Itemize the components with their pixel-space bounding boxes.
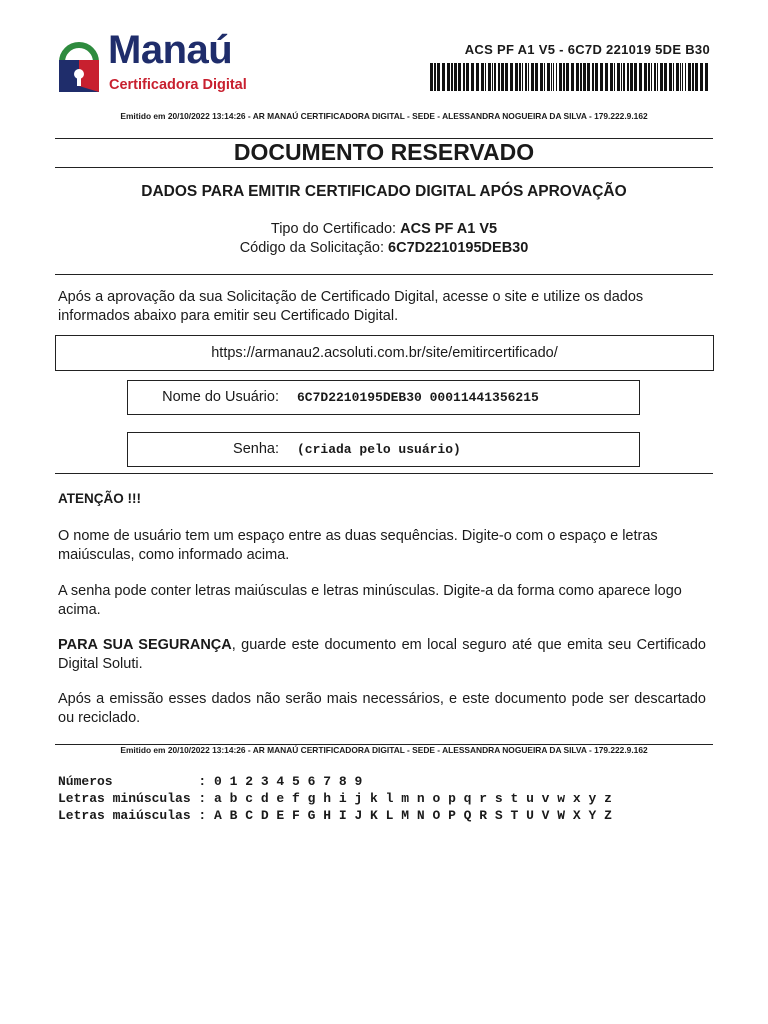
attention-p3 xyxy=(58,636,706,674)
barcode-bar xyxy=(434,63,436,91)
character-reference xyxy=(58,773,612,824)
barcode-bar xyxy=(551,63,552,91)
divider xyxy=(55,274,713,275)
barcode-bar xyxy=(639,63,642,91)
url-box[interactable] xyxy=(55,335,714,371)
barcode-bar xyxy=(614,63,615,91)
subtitle: DADOS PARA EMITIR CERTIFICADO DIGITAL APÓS APROVAÇÃO xyxy=(141,183,627,200)
barcode-bar xyxy=(531,63,534,91)
barcode-bar xyxy=(566,63,569,91)
divider xyxy=(55,473,713,474)
numbers-row: Números : 0 1 2 3 4 5 6 7 8 9 xyxy=(58,774,363,789)
barcode-bar xyxy=(580,63,582,91)
barcode-bar xyxy=(660,63,663,91)
barcode-bar xyxy=(519,63,521,91)
barcode-bar xyxy=(553,63,554,91)
barcode-bar xyxy=(695,63,698,91)
barcode-bar xyxy=(540,63,543,91)
password-value: (criada pelo usuário) xyxy=(297,442,461,457)
barcode-bar xyxy=(600,63,603,91)
barcode-bar xyxy=(587,63,590,91)
emitido-line-footer: Emitido em 20/10/2022 13:14:26 - AR MANAÚ CERTIFICADORA DIGITAL - SEDE - ALESSANDRA NOGUEIRA DA SILVA - 179.222.9.162 xyxy=(120,745,648,755)
barcode-bar xyxy=(458,63,461,91)
attention-p1: O nome de usuário tem um espaço entre as duas sequências. Digite-o com o espaço e letras maiúsculas, como informado acima. xyxy=(58,528,658,563)
barcode-bar xyxy=(692,63,694,91)
tipo-value: ACS PF A1 V5 xyxy=(400,221,498,237)
username-label: Nome do Usuário: xyxy=(162,389,279,405)
barcode-bar xyxy=(492,63,493,91)
barcode-bar xyxy=(454,63,457,91)
barcode-bar xyxy=(654,63,656,91)
barcode-bar xyxy=(488,63,491,91)
barcode-bar xyxy=(644,63,647,91)
barcode-bar xyxy=(494,63,496,91)
barcode-bar xyxy=(648,63,650,91)
barcode-bar xyxy=(463,63,465,91)
barcode-bar xyxy=(571,63,574,91)
attention-p2: A senha pode conter letras maiúsculas e letras minúsculas. Digite-a da forma como aparece logo acima. xyxy=(58,583,682,618)
page-title: DOCUMENTO RESERVADO xyxy=(233,139,535,165)
emitido-line-header: Emitido em 20/10/2022 13:14:26 - AR MANAÚ CERTIFICADORA DIGITAL - SEDE - ALESSANDRA NOGUEIRA DA SILVA - 179.222.9.162 xyxy=(120,111,648,121)
divider xyxy=(55,167,713,168)
barcode-bar xyxy=(623,63,625,91)
barcode-bar xyxy=(556,63,557,91)
barcode-bar xyxy=(515,63,518,91)
barcode-bar xyxy=(471,63,474,91)
certificate-code: ACS PF A1 V5 - 6C7D 221019 5DE B30 xyxy=(464,42,710,57)
barcode-bar xyxy=(700,63,703,91)
barcode-bar xyxy=(528,63,529,91)
barcode-bar xyxy=(485,63,486,91)
barcode-bar xyxy=(634,63,637,91)
barcode-bar xyxy=(522,63,523,91)
barcode-bar xyxy=(583,63,586,91)
barcode-bar xyxy=(447,63,450,91)
barcode-bar xyxy=(676,63,679,91)
barcode-bar xyxy=(559,63,562,91)
barcode-bar xyxy=(664,63,667,91)
barcode-bar xyxy=(610,63,613,91)
barcode-bar xyxy=(673,63,674,91)
intro-paragraph: Após a aprovação da sua Solicitação de Certificado Digital, acesse o site e utilize os dados informados abaixo para emitir seu Certificado Digital. xyxy=(58,289,644,324)
barcode-bar xyxy=(510,63,513,91)
security-bold: PARA SUA SEGURANÇA xyxy=(58,637,232,653)
barcode-bar xyxy=(525,63,527,91)
codigo-value: 6C7D2210195DEB30 xyxy=(388,240,529,256)
barcode-bar xyxy=(680,63,681,91)
barcode-bar xyxy=(688,63,691,91)
barcode-bar xyxy=(451,63,453,91)
barcode-bar xyxy=(481,63,484,91)
barcode-bar xyxy=(595,63,598,91)
uppercase-row: Letras maiúsculas : A B C D E F G H I J K L M N O P Q R S T U V W X Y Z xyxy=(58,808,612,823)
tipo-certificado xyxy=(0,221,768,237)
url-link[interactable]: https://armanau2.acsoluti.com.br/site/emitircertificado/ xyxy=(211,345,558,361)
password-label: Senha: xyxy=(233,441,279,457)
barcode-bar xyxy=(685,63,686,91)
username-box xyxy=(127,380,640,415)
barcode-bar xyxy=(669,63,672,91)
barcode-bar xyxy=(547,63,550,91)
security-text: , guarde este documento em local seguro até que emita seu Certificado Digital Soluti. xyxy=(58,637,706,672)
barcode-bar xyxy=(501,63,504,91)
barcode-bar xyxy=(592,63,594,91)
logo-icon xyxy=(56,36,102,94)
barcode-bar xyxy=(682,63,683,91)
barcode-bar xyxy=(563,63,565,91)
barcode-bar xyxy=(535,63,538,91)
barcode xyxy=(430,63,708,91)
attention-p4: Após a emissão esses dados não serão mais necessários, e este documento pode ser descartado ou reciclado. xyxy=(58,691,706,726)
barcode-bar xyxy=(437,63,440,91)
brand-subtitle: Certificadora Digital xyxy=(109,77,247,93)
barcode-bar xyxy=(466,63,469,91)
barcode-bar xyxy=(627,63,629,91)
tipo-label: Tipo do Certificado: xyxy=(270,221,397,237)
barcode-bar xyxy=(605,63,608,91)
barcode-bar xyxy=(630,63,633,91)
barcode-bar xyxy=(657,63,658,91)
barcode-bar xyxy=(621,63,622,91)
barcode-bar xyxy=(651,63,652,91)
barcode-bar xyxy=(505,63,508,91)
barcode-bar xyxy=(430,63,433,91)
codigo-label: Código da Solicitação: xyxy=(239,240,384,256)
barcode-bar xyxy=(576,63,579,91)
barcode-bar xyxy=(442,63,445,91)
barcode-bar xyxy=(544,63,545,91)
lowercase-row: Letras minúsculas : a b c d e f g h i j k l m n o p q r s t u v w x y z xyxy=(58,791,612,806)
brand-name: Manaú xyxy=(108,28,233,72)
username-value: 6C7D2210195DEB30 00011441356215 xyxy=(297,390,539,405)
codigo-solicitacao xyxy=(0,240,768,256)
password-box xyxy=(127,432,640,467)
barcode-bar xyxy=(617,63,620,91)
barcode-bar xyxy=(705,63,708,91)
barcode-bar xyxy=(498,63,500,91)
attention-title: ATENÇÃO !!! xyxy=(58,491,141,506)
barcode-bar xyxy=(476,63,479,91)
